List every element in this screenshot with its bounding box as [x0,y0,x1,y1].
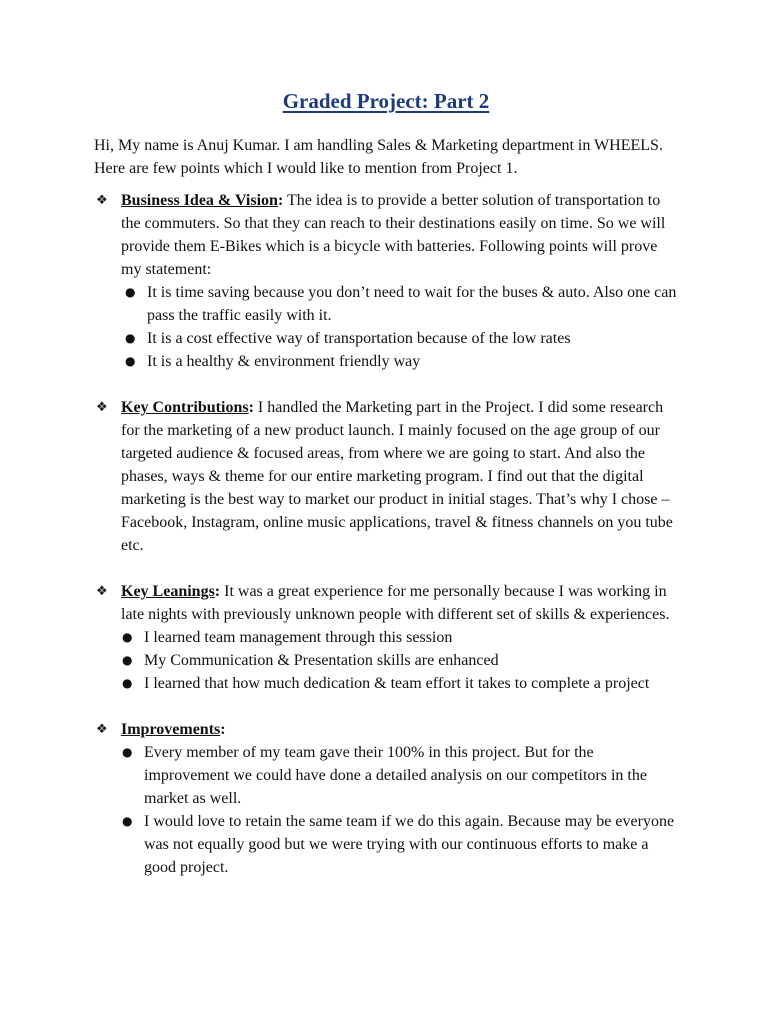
bullet-icon: ● [122,653,133,667]
bullet-list [94,626,678,695]
list-item: ● Every member of my team gave their 100% in this project. But for the improvement we could have done a detailed analysis on our competitors in the market as well. [144,741,678,810]
bullet-icon: ● [125,285,136,299]
section-text: I handled the Marketing part in the Project. I did some research for the marketing of a new product launch. I mainly focused on the age group of our targeted audience & focused areas, from where we are going to start. And also the phases, ways & theme for our entire marketing program. I find out that the digital marketing is the best way to market our product in initial stages. That’s why I chose – Facebook, Instagram, online music applications, travel & fitness channels on you tube etc. [121,399,673,554]
bullet-list [94,281,678,373]
section-heading: Key Contributions [121,399,249,416]
diamond-bullet-icon: ❖ [96,584,108,599]
bullet-icon: ● [125,331,136,345]
list-item: ● I learned that how much dedication & team effort it takes to complete a project [144,672,678,695]
list-item: ● I would love to retain the same team if we do this again. Because may be everyone was not equally good but we were trying with our continuous efforts to make a good project. [144,810,678,879]
section-heading: Key Leanings [121,583,215,600]
section-text: It was a great experience for me personally because I was working in late nights with previously unknown people with different set of skills & experiences. [121,583,670,623]
diamond-bullet-icon: ❖ [96,193,108,208]
bullet-icon: ● [122,676,133,690]
list-item: ● It is a cost effective way of transportation because of the low rates [147,327,678,350]
section-text: The idea is to provide a better solution of transportation to the commuters. So that they can reach to their destinations easily on time. So we will provide them E-Bikes which is a bicycle with batteries. Following points will prove my statement: [121,192,666,278]
bullet-icon: ● [122,745,133,759]
diamond-bullet-icon: ❖ [96,400,108,415]
bullet-icon: ● [122,630,133,644]
bullet-icon: ● [122,814,133,828]
list-item: ● I learned team management through this session [144,626,678,649]
page-title: Graded Project: Part 2 [282,89,490,113]
section-key-leanings: ❖ Key Leanings: It was a great experience for me personally because I was working in late nights with previously unknown people with different set of skills & experiences. [94,580,678,626]
bullet-icon: ● [125,354,136,368]
list-item: ● It is a healthy & environment friendly way [147,350,678,373]
section-heading: Business Idea & Vision [121,192,278,209]
list-item: ● It is time saving because you don’t need to wait for the buses & auto. Also one can pass the traffic easily with it. [147,281,678,327]
list-item: ● My Communication & Presentation skills are enhanced [144,649,678,672]
section-improvements: ❖ Improvements: [94,718,678,741]
section-key-contributions: ❖ Key Contributions: I handled the Marketing part in the Project. I did some research for the marketing of a new product launch. I mainly focused on the age group of our targeted audience & focused areas, from where we are going to start. And also the phases, ways & theme for our entire marketing program. I find out that the digital marketing is the best way to market our product in initial stages. That’s why I chose – Facebook, Instagram, online music applications, travel & fitness channels on you tube etc. [94,396,678,557]
intro-paragraph: Hi, My name is Anuj Kumar. I am handling Sales & Marketing department in WHEELS. Here are few points which I would like to mention from Project 1. [94,137,663,177]
section-business-idea: ❖ Business Idea & Vision: The idea is to provide a better solution of transportation to the commuters. So that they can reach to their destinations easily on time. So we will provide them E-Bikes which is a bicycle with batteries. Following points will prove my statement: [94,189,678,281]
section-heading: Improvements [121,721,221,738]
diamond-bullet-icon: ❖ [96,722,108,737]
bullet-list [94,741,678,879]
